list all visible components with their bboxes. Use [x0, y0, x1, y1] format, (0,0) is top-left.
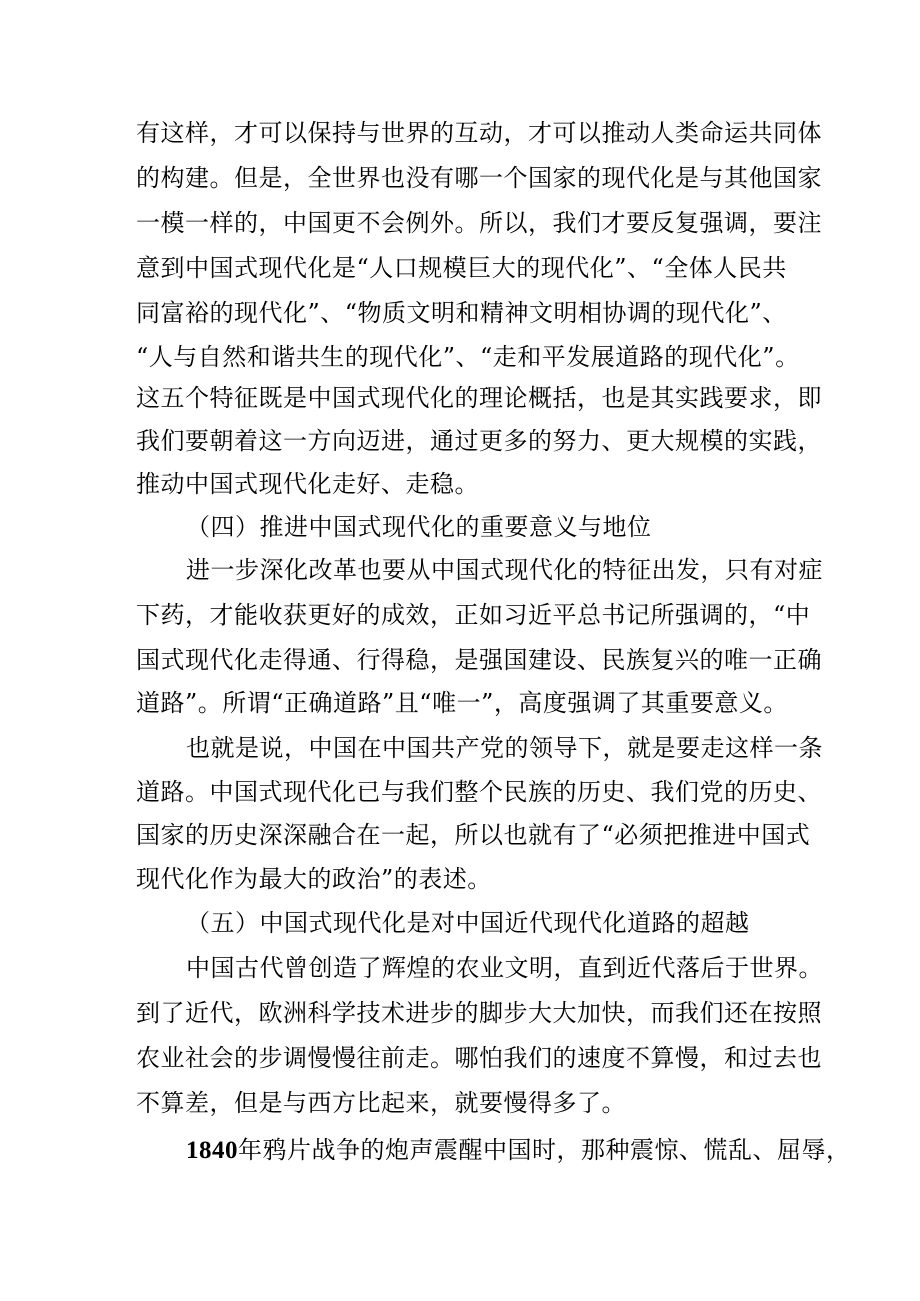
- section-heading-4: （四）推进中国式现代化的重要意义与地位: [186, 513, 652, 541]
- paragraph-2-line-1: 进一步深化改革也要从中国式现代化的特征出发，只有对症: [186, 556, 823, 584]
- year-number: 1840: [186, 1137, 238, 1164]
- paragraph-1-line-6: “人与自然和谐共生的现代化”、“走和平发展道路的现代化”。: [136, 343, 800, 371]
- section-heading-5: （五）中国式现代化是对中国近代现代化道路的超越: [186, 909, 750, 937]
- paragraph-1-line-1: 有这样，才可以保持与世界的互动，才可以推动人类命运共同体: [136, 119, 822, 147]
- paragraph-5-text: 年鸦片战争的炮声震醒中国时，那种震惊、慌乱、屈辱，: [238, 1136, 851, 1164]
- paragraph-1-line-5: 同富裕的现代化”、“物质文明和精神文明相协调的现代化”、: [136, 299, 787, 327]
- paragraph-4-line-1: 中国古代曾创造了辉煌的农业文明，直到近代落后于世界。: [186, 954, 823, 982]
- paragraph-3-line-3: 国家的历史深深融合在一起，所以也就有了“必须把推进中国式: [136, 821, 811, 849]
- paragraph-3-line-1: 也就是说，中国在中国共产党的领导下，就是要走这样一条: [186, 734, 823, 762]
- paragraph-2-line-4: 道路”。所谓“正确道路”且“唯一”，高度强调了其重要意义。: [136, 689, 788, 717]
- paragraph-1-line-4: 意到中国式现代化是“人口规模巨大的现代化”、“全体人民共: [136, 254, 787, 282]
- paragraph-4-line-2: 到了近代，欧洲科学技术进步的脚步大大加快，而我们还在按照: [136, 999, 822, 1027]
- paragraph-2-line-3: 国式现代化走得通、行得稳，是强国建设、民族复兴的唯一正确: [136, 646, 822, 674]
- paragraph-1-line-3: 一模一样的，中国更不会例外。所以，我们才要反复强调，要注: [136, 209, 822, 237]
- paragraph-3-line-2: 道路。中国式现代化已与我们整个民族的历史、我们党的历史、: [136, 778, 822, 806]
- paragraph-5-line-1: [186, 1135, 851, 1165]
- paragraph-2-line-2: 下药，才能收获更好的成效，正如习近平总书记所强调的，“中: [136, 601, 811, 629]
- paragraph-1-line-2: 的构建。但是，全世界也没有哪一个国家的现代化是与其他国家: [136, 164, 822, 192]
- paragraph-1-line-9: 推动中国式现代化走好、走稳。: [136, 470, 479, 498]
- paragraph-4-line-4: 不算差，但是与西方比起来，就要慢得多了。: [136, 1089, 626, 1117]
- paragraph-1-line-7: 这五个特征既是中国式现代化的理论概括，也是其实践要求，即: [136, 384, 822, 412]
- paragraph-1-line-8: 我们要朝着这一方向迈进，通过更多的努力、更大规模的实践，: [136, 427, 822, 455]
- paragraph-3-line-4: 现代化作为最大的政治”的表述。: [136, 865, 492, 893]
- paragraph-4-line-3: 农业社会的步调慢慢往前走。哪怕我们的速度不算慢，和过去也: [136, 1044, 822, 1072]
